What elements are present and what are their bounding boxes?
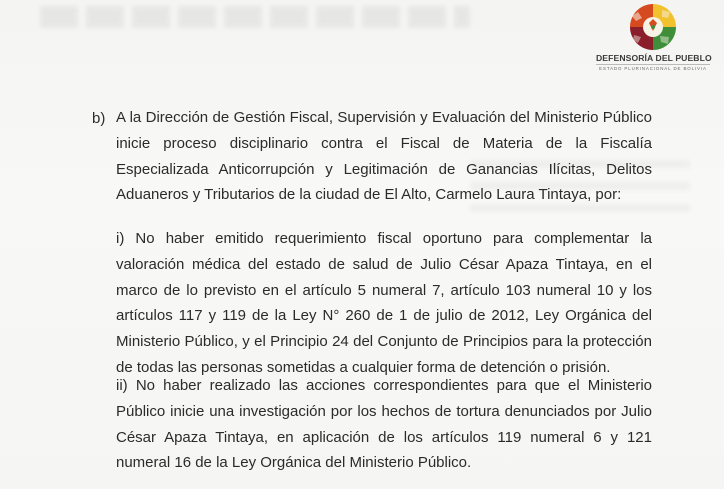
paragraph-item-ii <box>116 373 652 476</box>
logo-title: DEFENSORÍA DEL PUEBLO <box>596 53 712 63</box>
item-i-text: i) No haber emitido requerimiento fiscal oportuno para complementar la valoración médica del estado de salud de Julio César Apaza Tintaya, en el marco de lo previsto en el artículo 5 numeral 7, artículo 103 numeral 10 y los artículos 117 y 119 de la Ley N° 260 de 1 de julio de 2012, Ley Orgánica del Ministerio Público, y el Principio 24 del Conjunto de Principios para la protección de todas las personas sometidas a cualquier forma de detención o prisión. <box>116 230 652 376</box>
bleed-through-text <box>40 6 470 28</box>
list-marker-b: b) <box>92 110 106 127</box>
logo-subtitle: ESTADO PLURINACIONAL DE BOLIVIA <box>596 64 710 71</box>
defensoria-logo <box>596 2 710 71</box>
item-ii-text: ii) No haber realizado las acciones correspondientes para que el Ministerio Público inicie una investigación por los hechos de tortura denunciados por Julio César Apaza Tintaya, en aplicación de los artículos 119 numeral 6 y 121 numeral 16 de la Ley Orgánica del Ministerio Público. <box>116 377 652 472</box>
defensoria-emblem-icon <box>626 2 680 52</box>
paragraph-item-i <box>116 226 652 381</box>
paragraph-b-text: A la Dirección de Gestión Fiscal, Supervisión y Evaluación del Ministerio Público inicie proceso disciplinario contra el Fiscal de Materia de la Fiscalía Especializada Anticorrupción y Legitimación de Ganancias Ilícitas, Delitos Aduaneros y Tributarios de la ciudad de El Alto, Carmelo Laura Tintaya, por: <box>116 109 652 204</box>
paragraph-b <box>116 105 652 208</box>
